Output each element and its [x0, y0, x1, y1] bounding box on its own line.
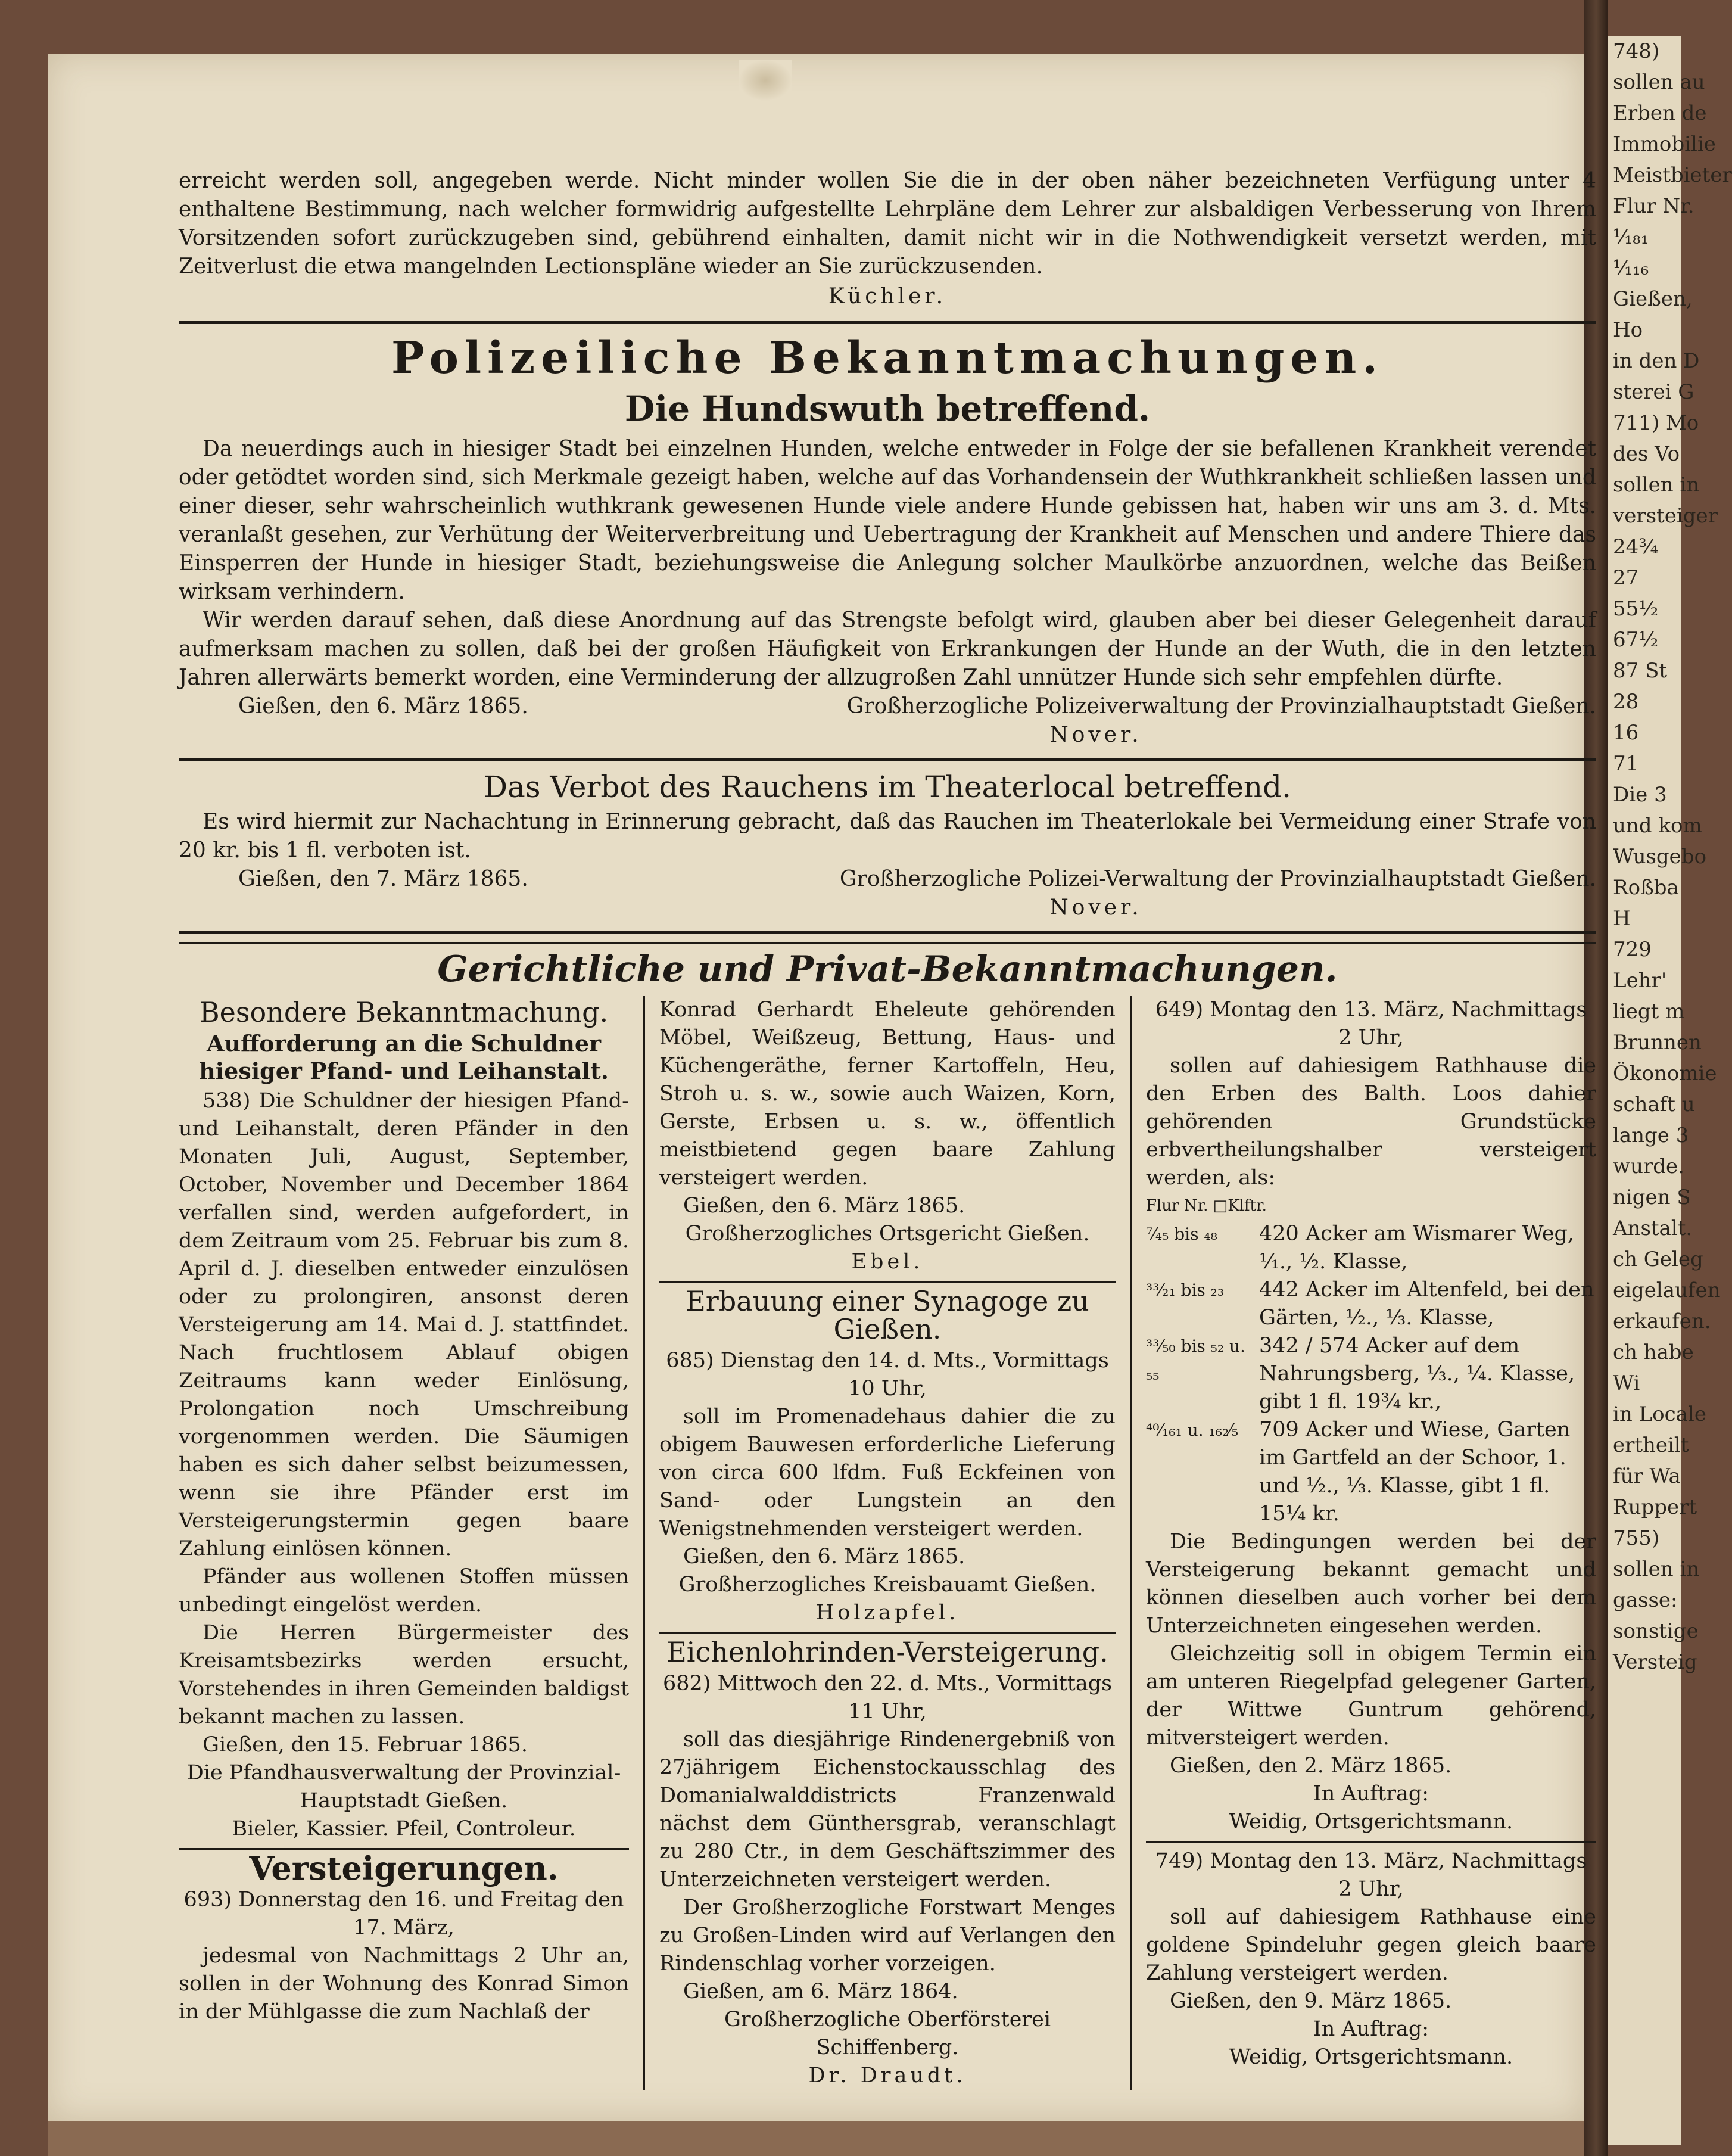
lot-row	[1146, 1332, 1596, 1416]
adjacent-page-line: Wusgebo	[1613, 845, 1707, 869]
bark-authority: Großherzogliche Oberförsterei Schiffenberg.	[724, 2008, 1051, 2059]
adjacent-page-line: 729	[1613, 938, 1652, 962]
auction-693-head: 693) Donnerstag den 16. und Freitag den 17. März,	[183, 1888, 624, 1940]
rabies-date: Gießen, den 6. März 1865.	[238, 694, 528, 718]
adjacent-page-line: Immobilie	[1613, 132, 1716, 156]
bark-signer: Dr. Draudt.	[808, 2064, 967, 2087]
adjacent-page-line: Flur Nr.	[1613, 194, 1694, 218]
adjacent-page-line: liegt m	[1613, 1000, 1685, 1023]
adjacent-page-line: ¹⁄₁₈₁	[1613, 225, 1649, 249]
adjacent-page-line: 748)	[1613, 39, 1660, 63]
land-auction-head: 649) Montag den 13. März, Nachmittags 2 Uhr,	[1155, 998, 1587, 1050]
synagogue-signer: Holzapfel.	[815, 1601, 960, 1625]
adjacent-page-line: nigen S	[1613, 1186, 1691, 1209]
lot-description: 709 Acker und Wiese, Garten im Gartfeld an der Schoor, 1. und ¹⁄₂., ¹⁄₃. Klasse, gibt 1 fl. 15¹⁄₄ kr.	[1258, 1418, 1571, 1526]
adjacent-page-line: Gießen,	[1613, 287, 1693, 311]
synagogue-title: Erbauung einer Synagoge zu Gießen.	[686, 1285, 1089, 1345]
pawn-para-1: 538) Die Schuldner der hiesigen Pfand- und Leihanstalt, deren Pfänder in den Monaten Juli, August, September, October, November und December 1864 verfallen sind, werden aufgefordert, in dem Zeitraum vom 25. Februar bis zum 8. April d. J. dieselben entweder einzulösen oder zu prolongiren, ansonst deren Versteigerung am 14. Mai d. J. stattfindet. Nach fruchtlosem Ablauf obigen Zeitraums kann weder Einlösung, Prolongation noch Umschreibung vorgenommen werden. Die Säumigen haben es sich daher selbst beizumessen, wenn sie ihre Pfänder erst im Versteigerungstermin gegen baare Zahlung einlösen können.	[179, 1089, 630, 1561]
lot-parcel-number: ³³⁄₅₀ bis ₅₂ u. ₅₅	[1145, 1336, 1245, 1384]
rabies-signer: Nover.	[1049, 723, 1142, 747]
adjacent-page-line: sollen in	[1613, 473, 1700, 497]
smoking-title: Das Verbot des Rauchens im Theaterlocal betreffend.	[483, 770, 1292, 804]
lot-row	[1146, 1416, 1596, 1528]
page-content	[179, 167, 1596, 2090]
three-columns	[179, 996, 1596, 2090]
adjacent-page-line: 16	[1613, 721, 1639, 745]
adjacent-page-line: lange 3	[1613, 1124, 1689, 1147]
adjacent-page-line: Versteig	[1613, 1650, 1697, 1674]
lot-row	[1146, 1220, 1596, 1276]
synagogue-text: soll im Promenadehaus dahier die zu obigem Bauwesen erforderliche Lieferung von circa 600 lfdm. Fuß Eckfeinen von Sand- oder Lungstein an den Wenigstnehmenden versteigert werden.	[659, 1405, 1116, 1541]
smoking-footer	[179, 865, 1596, 894]
adjacent-page-line: schaft u	[1613, 1093, 1695, 1116]
adjacent-page-line: in den D	[1613, 349, 1700, 373]
adjacent-page-line: und kom	[1613, 814, 1702, 838]
estate-authority: Großherzogliches Ortsgericht Gießen.	[685, 1222, 1090, 1246]
adjacent-page-line: 711) Mo	[1613, 411, 1699, 435]
lot-parcel-number: ³³⁄₂₁ bis ₂₃	[1145, 1280, 1225, 1300]
column-3	[1130, 996, 1596, 2090]
adjacent-page-line: 28	[1613, 690, 1639, 714]
adjacent-page-line: 55¹⁄₂	[1613, 597, 1659, 621]
lot-header: Flur Nr. □Klftr.	[1145, 1197, 1267, 1215]
rabies-para-2: Wir werden darauf sehen, daß diese Anordnung auf das Strengste befolgt wird, glauben aber bei dieser Gelegenheit darauf aufmerksam machen zu sollen, daß bei der großen Häufigkeit von Erkrankungen der Hunde an der Wuth, die in den letzten Jahren allerwärts bemerkt worden, eine Verminderung der allzugroßen Zahl unnützer Hunde sich sehr empfehlen dürfte.	[179, 608, 1596, 690]
adjacent-page-line: des Vo	[1613, 442, 1680, 466]
divider	[659, 1281, 1116, 1283]
adjacent-page-line: Die 3	[1613, 783, 1667, 807]
estate-signer: Ebel.	[851, 1250, 924, 1274]
land-auction-text: sollen auf dahiesigem Rathhause die den Erben des Balth. Loos dahier gehörenden Grundstücke erbvertheilungshalber versteigert werden, als:	[1145, 1054, 1596, 1190]
watch-date: Gießen, den 9. März 1865.	[1169, 1989, 1452, 2013]
rabies-para-1: Da neuerdings auch in hiesiger Stadt bei einzelnen Hunden, welche entweder in Folge der sie befallenen Krankheit verendet oder getödtet worden sind, sich Merkmale gezeigt haben, welche auf das Vorhandensein der Wuthkrankheit schließen lassen und einer dieser, sehr wahrscheinlich wuthkrank gewesenen Hunde viele andere Hunde gebissen hat, haben wir uns am 3. d. Mts. veranlaßt gesehen, zur Verhütung der Weiterverbreitung und Uebertragung der Krankheit auf Menschen und andere Thiere das Einsperren der Hunde in hiesiger Stadt, beziehungsweise die Anlegung solcher Maulkörbe anzuordnen, welche das Beißen wirksam verhindern.	[179, 437, 1596, 604]
pawn-signers: Bieler, Kassier. Pfeil, Controleur.	[232, 1817, 576, 1841]
synagogue-date: Gießen, den 6. März 1865.	[683, 1545, 965, 1569]
bark-head: 682) Mittwoch den 22. d. Mts., Vormittags 11 Uhr,	[662, 1672, 1113, 1723]
top-paragraph: erreicht werden soll, angegeben werde. Nicht minder wollen Sie die in der oben näher bezeichneten Verfügung unter 4 enthaltene Bestimmung, nach welcher formwidrig aufgestellte Lehrpläne dem Lehrer zur alsbaldigen Verbesserung von Ihrem Vorsitzenden sofort zurückzugeben sind, gebührend einhalten, damit nicht wir in die Nothwendigkeit versetzt werden, mit Zeitverlust die etwa mangelnden Lectionspläne wieder an Sie zurückzusenden.	[179, 169, 1596, 279]
synagogue-head: 685) Dienstag den 14. d. Mts., Vormittags 10 Uhr,	[666, 1349, 1109, 1401]
auctions-title: Versteigerungen.	[249, 1849, 559, 1887]
land-garden: Gleichzeitig soll in obigem Termin ein am unteren Riegelpfad gelegener Garten, der Wittwe Guntrum gehörend, mitversteigert werden.	[1145, 1642, 1596, 1750]
adjacent-page-line: ch Geleg	[1613, 1247, 1703, 1271]
lot-parcel-number: ⁷⁄₄₅ bis ₄₈	[1145, 1224, 1217, 1244]
adjacent-page-line: ch habe	[1613, 1340, 1694, 1364]
debtor-subtitle: Aufforderung an die Schuldner hiesiger Pfand- und Leihanstalt.	[199, 1030, 609, 1084]
adjacent-page-line: sterei G	[1613, 380, 1694, 404]
lot-parcel-number: ⁴⁰⁄₁₆₁ u. ₁₆₂⁄₅	[1145, 1420, 1239, 1440]
adjacent-page-line: Wi	[1613, 1371, 1640, 1395]
adjacent-page-line: 87 St	[1613, 659, 1668, 683]
adjacent-page-line: 71	[1613, 752, 1639, 776]
estate-para: Konrad Gerhardt Eheleute gehörenden Möbel, Weißzeug, Bettung, Haus- und Küchengeräthe, ferner Kartoffeln, Heu, Stroh u. s. w., sowie auch Waizen, Korn, Gerste, Erbsen u. s. w., öffentlich meistbietend gegen baare Zahlung versteigert werden.	[659, 998, 1116, 1190]
adjacent-page-line: Brunnen	[1613, 1031, 1702, 1054]
auction-693-text: jedesmal von Nachmittags 2 Uhr an, sollen in der Wohnung des Konrad Simon in der Mühlgasse die zum Nachlaß der	[179, 1944, 630, 2024]
divider	[179, 758, 1596, 761]
column-1	[179, 996, 643, 2090]
rabies-authority: Großherzogliche Polizeiverwaltung der Provinzialhauptstadt Gießen.	[846, 694, 1596, 718]
adjacent-page-line: H	[1613, 907, 1631, 931]
adjacent-page-line: Roßba	[1613, 876, 1679, 900]
adjacent-page-line: Anstalt.	[1613, 1217, 1693, 1240]
adjacent-page-line: in Locale	[1613, 1402, 1706, 1426]
special-notice-title: Besondere Bekanntmachung.	[199, 996, 609, 1028]
adjacent-page-line: erkaufen.	[1613, 1309, 1711, 1333]
adjacent-page-line: Lehr'	[1613, 969, 1667, 993]
adjacent-page-fragment	[1608, 36, 1732, 2145]
paper-damage	[739, 60, 792, 101]
pawn-para-2: Pfänder aus wollenen Stoffen müssen unbedingt eingelöst werden.	[179, 1565, 630, 1617]
adjacent-page-line: Ho	[1613, 318, 1643, 342]
adjacent-page-line: 67¹⁄₂	[1613, 628, 1659, 652]
land-date: Gießen, den 2. März 1865.	[1169, 1754, 1452, 1778]
court-heading: Gerichtliche und Privat-Bekanntmachungen.	[437, 948, 1338, 990]
lot-description: 442 Acker im Altenfeld, bei den Gärten, ¹⁄₂., ¹⁄₃. Klasse,	[1258, 1278, 1594, 1330]
adjacent-page-line: für Wa	[1613, 1464, 1681, 1488]
divider	[179, 321, 1596, 324]
adjacent-page-line: sollen au	[1613, 70, 1705, 94]
police-heading: Polizeiliche Bekanntmachungen.	[391, 332, 1384, 384]
estate-date: Gießen, den 6. März 1865.	[683, 1194, 965, 1218]
column-2	[643, 996, 1130, 2090]
pawn-authority: Die Pfandhausverwaltung der Provinzial-Hauptstadt Gießen.	[186, 1761, 621, 1813]
divider	[1146, 1841, 1596, 1843]
adjacent-page-line: 24³⁄₄	[1613, 535, 1659, 559]
adjacent-page-line: versteiger	[1613, 504, 1718, 528]
adjacent-page-line: Ruppert	[1613, 1495, 1697, 1519]
rabies-title: Die Hundswuth betreffend.	[624, 388, 1151, 429]
land-auftrag: In Auftrag:	[1313, 1782, 1429, 1806]
land-conditions: Die Bedingungen werden bei der Versteigerung bekannt gemacht und können dieselben auch vorher bei dem Unterzeichneten eingesehen werden.	[1145, 1530, 1596, 1638]
lot-description: 342 / 574 Acker auf dem Nahrungsberg, ¹⁄₃., ¹⁄₄. Klasse, gibt 1 fl. 19³⁄₄ kr.,	[1258, 1334, 1575, 1414]
divider-thin	[179, 942, 1596, 944]
adjacent-page-line: sonstige	[1613, 1619, 1699, 1643]
adjacent-page-line: Meistbieter	[1613, 163, 1732, 187]
top-signature: Küchler.	[828, 284, 947, 309]
watch-auction-head: 749) Montag den 13. März, Nachmittags 2 Uhr,	[1155, 1849, 1587, 1901]
smoking-para: Es wird hiermit zur Nachachtung in Erinnerung gebracht, daß das Rauchen im Theaterlokale bei Vermeidung einer Strafe von 20 kr. bis 1 fl. verboten ist.	[179, 810, 1596, 863]
lot-description: 420 Acker am Wismarer Weg, ¹⁄₁., ¹⁄₂. Klasse,	[1258, 1222, 1574, 1274]
adjacent-page-line: 27	[1613, 566, 1639, 590]
adjacent-page-line: ¹⁄₁₁₆	[1613, 256, 1649, 280]
lot-row	[1146, 1276, 1596, 1332]
book-edge	[48, 2121, 1584, 2156]
adjacent-page-line: Ökonomie	[1613, 1062, 1717, 1085]
watch-auction-text: soll auf dahiesigem Rathhause eine goldene Spindeluhr gegen gleich baare Zahlung versteigert werden.	[1145, 1905, 1596, 1985]
rabies-footer	[179, 692, 1596, 721]
smoking-signer: Nover.	[1049, 895, 1142, 920]
adjacent-page-line: Erben de	[1613, 101, 1707, 125]
adjacent-page-line: wurde.	[1613, 1155, 1684, 1178]
watch-signer: Weidig, Ortsgerichtsmann.	[1229, 2045, 1513, 2069]
divider	[179, 931, 1596, 934]
adjacent-page-line: 755)	[1613, 1526, 1660, 1550]
watch-auftrag: In Auftrag:	[1313, 2017, 1429, 2041]
smoking-date: Gießen, den 7. März 1865.	[238, 867, 528, 891]
bark-title: Eichenlohrinden-Versteigerung.	[666, 1636, 1108, 1668]
synagogue-authority: Großherzogliches Kreisbauamt Gießen.	[678, 1573, 1096, 1597]
bark-date: Gießen, am 6. März 1864.	[683, 1980, 958, 2003]
bark-text-2: Der Großherzogliche Forstwart Menges zu Großen-Linden wird auf Verlangen den Rindenschlag vorher vorzeigen.	[659, 1896, 1116, 1975]
adjacent-page-line: ertheilt	[1613, 1433, 1689, 1457]
adjacent-page-line: sollen in	[1613, 1557, 1700, 1581]
lot-list	[1146, 1220, 1596, 1528]
adjacent-page-line: gasse:	[1613, 1588, 1678, 1612]
smoking-authority: Großherzogliche Polizei-Verwaltung der Provinzialhauptstadt Gießen.	[839, 867, 1596, 891]
land-signer: Weidig, Ortsgerichtsmann.	[1229, 1810, 1513, 1834]
adjacent-page-line: eigelaufen	[1613, 1278, 1721, 1302]
divider	[659, 1632, 1116, 1634]
pawn-para-3: Die Herren Bürgermeister des Kreisamtsbezirks werden ersucht, Vorstehendes in ihren Gemeinden baldigst bekannt machen zu lassen.	[179, 1621, 630, 1729]
bark-text: soll das diesjährige Rindenergebniß von 27jährigem Eichenstockausschlag des Domanialwalddistricts Franzenwald nächst dem Günthersgrab, veranschlagt zu 280 Ctr., in dem Geschäftszimmer des Unterzeichneten versteigert werden.	[659, 1728, 1116, 1891]
pawn-date: Gießen, den 15. Februar 1865.	[203, 1733, 528, 1757]
